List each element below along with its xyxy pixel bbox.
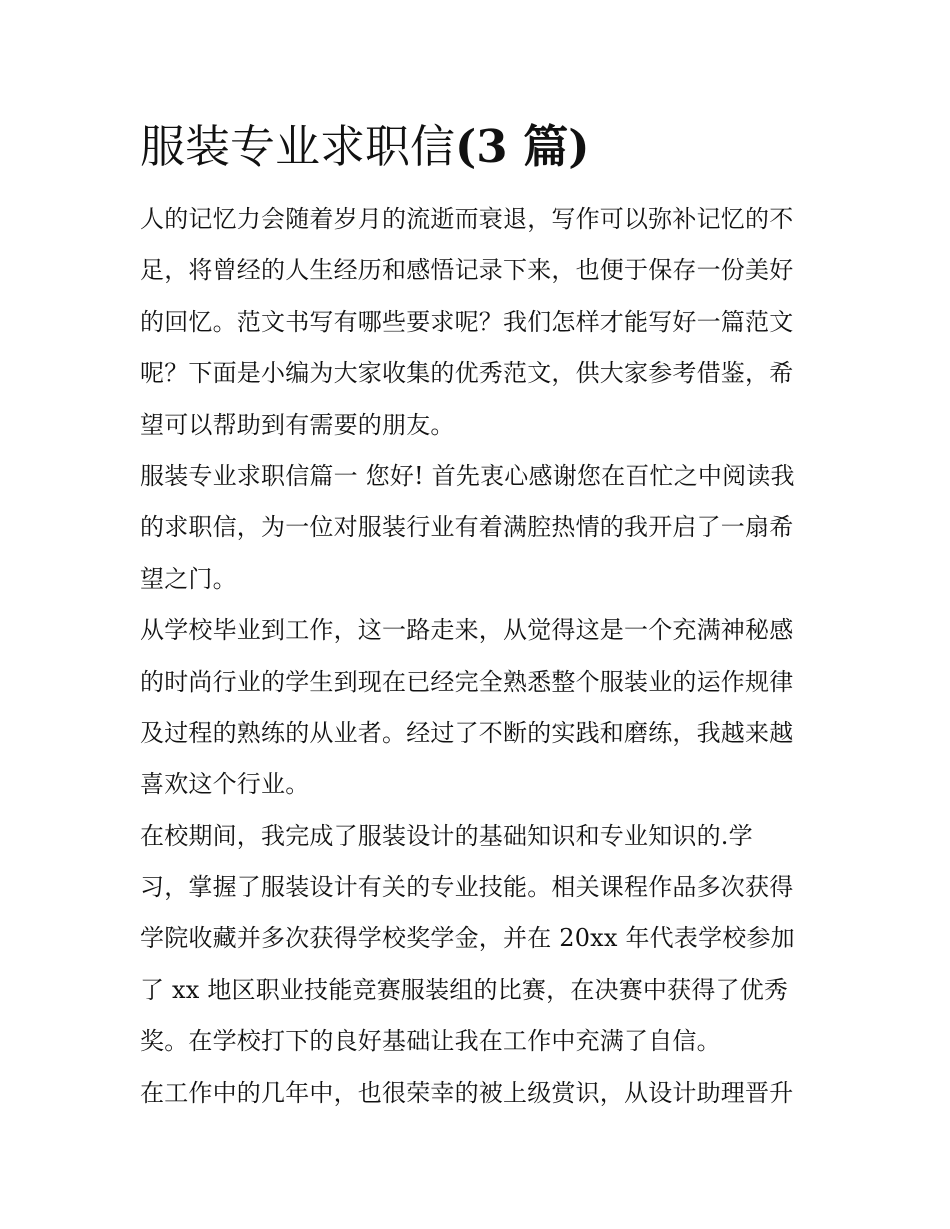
title-paren: (3 篇) — [455, 120, 590, 173]
text-line: 人的记忆力会随着岁月的流逝而衰退，写作可以弥补记忆的不 — [140, 205, 794, 233]
document-body — [140, 112, 816, 1119]
text-line: 在校期间，我完成了服装设计的基础知识和专业知识的.学 — [140, 821, 753, 850]
title-main: 服装专业求职信 — [140, 120, 456, 173]
text-line: 学院收藏并多次获得学校奖学金，并在 20xx 年代表学校参加 — [140, 924, 795, 953]
text-line: 了 xx 地区职业技能竞赛服装组的比赛，在决赛中获得了优秀 — [140, 975, 789, 1004]
text-line: 喜欢这个行业。 — [140, 770, 310, 799]
text-line: 呢？下面是小编为大家收集的优秀范文，供大家参考借鉴，希 — [140, 359, 794, 388]
text-line: 及过程的熟练的从业者。经过了不断的实践和磨练，我越来越 — [140, 718, 794, 747]
text-line: 望可以帮助到有需要的朋友。 — [140, 410, 455, 439]
text-line: 在工作中的几年中，也很荣幸的被上级赏识，从设计助理晋升 — [140, 1078, 794, 1107]
text-line: 习，掌握了服装设计有关的专业技能。相关课程作品多次获得 — [140, 873, 794, 902]
text-line: 望之门。 — [140, 564, 237, 593]
text-line: 服装专业求职信篇一 您好! 首先衷心感谢您在百忙之中阅读我 — [140, 461, 795, 490]
text-line: 从学校毕业到工作，这一路走来，从觉得这是一个充满神秘感 — [140, 616, 794, 645]
document-title — [140, 112, 816, 182]
text-line: 足，将曾经的人生经历和感悟记录下来，也便于保存一份美好 — [140, 256, 794, 285]
text-line: 奖。在学校打下的良好基础让我在工作中充满了自信。 — [140, 1027, 721, 1056]
text-line: 的回忆。范文书写有哪些要求呢？我们怎样才能写好一篇范文 — [140, 307, 794, 336]
text-line: 的求职信，为一位对服装行业有着满腔热情的我开启了一扇希 — [140, 513, 794, 542]
text-line: 的时尚行业的学生到现在已经完全熟悉整个服装业的运作规律 — [140, 667, 794, 696]
